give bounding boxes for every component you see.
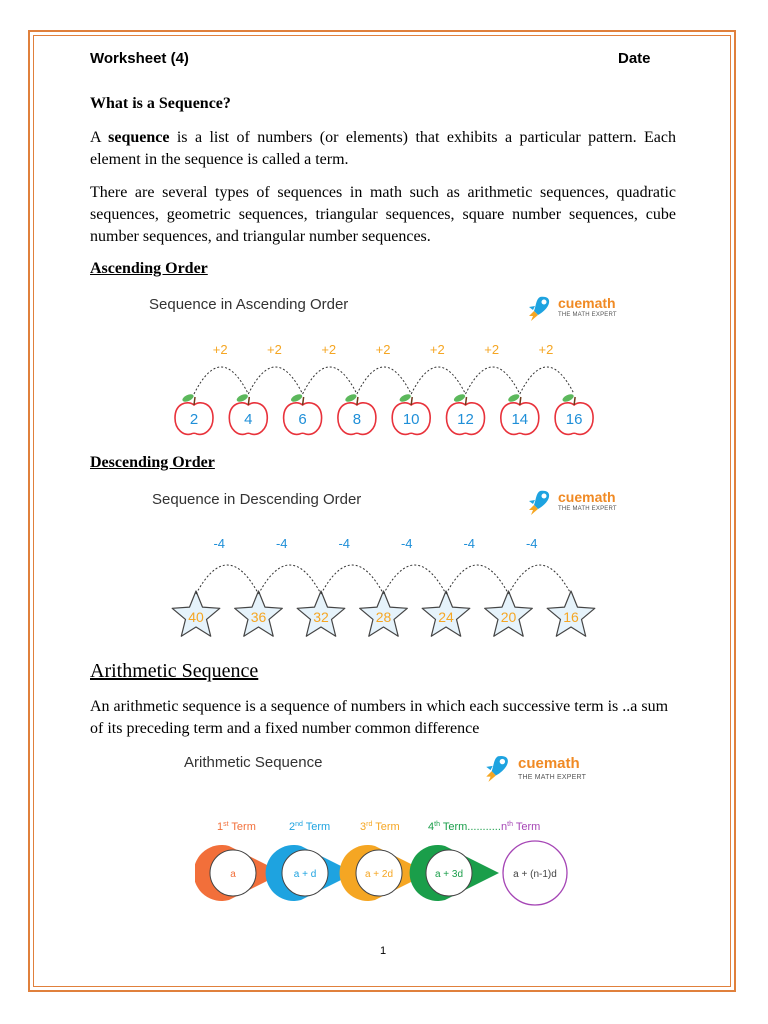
- brand-name: cuemath: [518, 755, 580, 772]
- step-arc: [411, 367, 465, 394]
- rocket-icon: [526, 294, 552, 322]
- apple-term: [447, 393, 485, 435]
- step-label: +2: [484, 342, 500, 357]
- star-term: [422, 591, 470, 636]
- term-circle: [410, 845, 499, 901]
- apple-stem: [574, 397, 575, 405]
- descending-sequence-diagram: [160, 532, 610, 642]
- date-label: Date: [618, 50, 651, 67]
- apple-term: [555, 393, 593, 435]
- apple-number: 14: [511, 411, 529, 428]
- descending-figure-title: Sequence in Descending Order: [152, 491, 362, 508]
- step-arc: [509, 565, 572, 594]
- apple-term: [284, 393, 322, 435]
- apple-leaf: [344, 393, 357, 404]
- step-arc: [248, 367, 302, 394]
- brand-tagline: THE MATH EXPERT: [558, 506, 617, 512]
- step-label: -4: [463, 536, 476, 551]
- apple-stem: [520, 397, 521, 405]
- term-label: $n^{th}$ Term: [501, 821, 541, 833]
- star-term: [360, 591, 408, 636]
- term-value: a + (n-1)d: [513, 869, 557, 880]
- apple-number: 8: [352, 411, 362, 428]
- step-label: +2: [212, 342, 228, 357]
- definition-term: sequence: [108, 129, 170, 146]
- brand-name: cuemath: [558, 295, 616, 311]
- step-label: +2: [538, 342, 554, 357]
- term-label: 2nd Term: [289, 821, 331, 833]
- apple-stem: [466, 397, 467, 405]
- step-label: -4: [400, 536, 413, 551]
- apple-leaf: [398, 393, 411, 404]
- star-number: 20: [500, 609, 517, 625]
- apple-term: [338, 393, 376, 435]
- step-label: -4: [338, 536, 351, 551]
- apple-stem: [303, 397, 304, 405]
- rocket-icon: [526, 488, 552, 516]
- term-label: 4th Term...........: [428, 821, 501, 833]
- sequence-types-paragraph: There are several types of sequences in math such as arithmetic sequences, quadratic sequences, geometric sequences, triangular sequences, square number sequences, cube number sequences, and triangular number sequences.: [90, 184, 676, 245]
- descending-heading: Descending Order: [90, 454, 215, 471]
- apple-term: [392, 393, 430, 435]
- sequence-definition: [90, 127, 676, 171]
- ascending-sequence-diagram: [160, 340, 610, 440]
- apple-term: [175, 393, 213, 435]
- step-label: +2: [429, 342, 445, 357]
- brand-name: cuemath: [558, 489, 616, 505]
- ascending-figure-title: Sequence in Ascending Order: [149, 296, 349, 313]
- step-label: +2: [321, 342, 337, 357]
- term-value: a + 3d: [434, 869, 464, 880]
- star-term: [297, 591, 345, 636]
- apple-leaf: [561, 393, 574, 404]
- apple-stem: [248, 397, 249, 405]
- step-arc: [194, 367, 248, 394]
- step-arc: [357, 367, 411, 394]
- term-value: a: [230, 869, 236, 880]
- step-arc: [321, 565, 384, 594]
- star-term: [547, 591, 595, 636]
- star-term: [235, 591, 283, 636]
- star-number: 32: [313, 609, 329, 625]
- step-label: -4: [213, 536, 226, 551]
- step-label: +2: [267, 342, 282, 357]
- apple-stem: [411, 397, 412, 405]
- star-number: 24: [438, 609, 454, 625]
- brand-tagline: THE MATH EXPERT: [558, 312, 617, 318]
- apple-stem: [194, 397, 195, 405]
- term-circle: [503, 841, 567, 905]
- step-arc: [259, 565, 322, 594]
- apple-leaf: [290, 393, 303, 404]
- apple-term: [229, 393, 267, 435]
- definition-rest: is a list of numbers (or elements) that exhibits a particular pattern. Each element in the sequence is called a term.: [90, 129, 677, 168]
- term-label: 3rd Term: [360, 821, 400, 833]
- star-number: 36: [250, 609, 267, 625]
- arithmetic-heading: Arithmetic Sequence: [90, 660, 259, 682]
- apple-number: 6: [298, 411, 307, 428]
- cuemath-logo-arithmetic: [482, 753, 587, 788]
- step-arc: [303, 367, 357, 394]
- apple-leaf: [236, 393, 249, 404]
- apple-leaf: [507, 393, 520, 404]
- step-arc: [520, 367, 574, 394]
- definition-prefix: A: [90, 129, 109, 146]
- term-value: a + 2d: [364, 869, 394, 880]
- step-arc: [446, 565, 509, 594]
- rocket-icon: [482, 753, 512, 783]
- apple-leaf: [181, 393, 194, 404]
- apple-number: 16: [565, 411, 583, 428]
- arithmetic-definition: An arithmetic sequence is a sequence of numbers in which each successive term is ..a sum of its preceding term and a fixed number common difference: [90, 698, 669, 737]
- arithmetic-sequence-diagram: [195, 815, 575, 910]
- arithmetic-figure-title: Arithmetic Sequence: [184, 754, 323, 771]
- step-label: +2: [375, 342, 391, 357]
- apple-leaf: [453, 393, 466, 404]
- apple-term: [501, 393, 539, 435]
- step-arc: [384, 565, 447, 594]
- star-number: 28: [375, 609, 392, 625]
- step-arc: [466, 367, 520, 394]
- term-label: 1st Term: [217, 821, 256, 833]
- step-arc: [196, 565, 259, 594]
- apple-number: 10: [402, 411, 420, 428]
- cuemath-logo-ascending: [526, 294, 617, 327]
- star-number: 16: [563, 609, 579, 625]
- worksheet-title: Worksheet (4): [90, 50, 189, 67]
- apple-number: 2: [189, 411, 199, 428]
- apple-number: 12: [457, 411, 474, 428]
- ascending-heading: Ascending Order: [90, 260, 208, 277]
- brand-tagline: THE MATH EXPERT: [518, 774, 587, 781]
- step-label: -4: [525, 536, 538, 551]
- star-term: [172, 591, 220, 636]
- cuemath-logo-descending: [526, 488, 617, 521]
- step-label: -4: [275, 536, 288, 551]
- apple-number: 4: [244, 411, 253, 428]
- star-number: 40: [188, 609, 204, 625]
- page-number: 1: [380, 945, 387, 957]
- star-term: [485, 591, 533, 636]
- term-value: a + d: [293, 869, 317, 880]
- apple-stem: [357, 397, 358, 405]
- sequence-question-heading: What is a Sequence?: [90, 95, 231, 112]
